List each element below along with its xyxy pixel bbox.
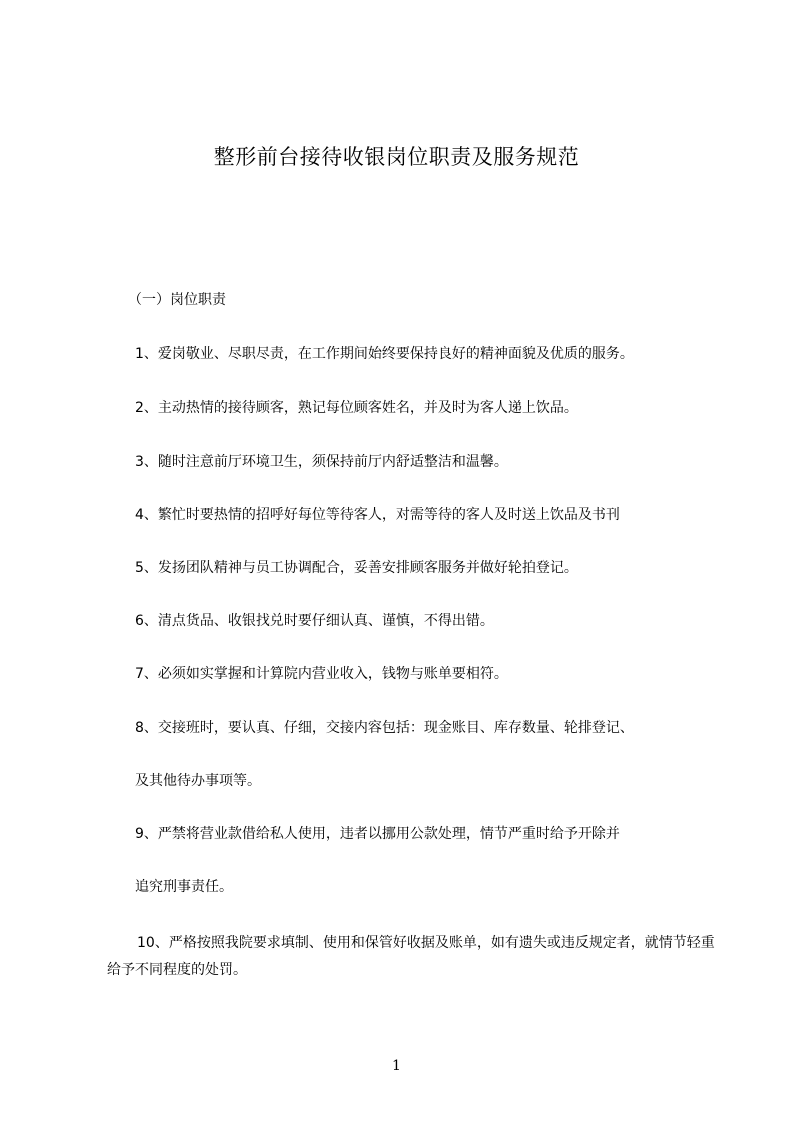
- duty-item-1: 1、爱岗敬业、尽职尽责，在工作期间始终要保持良好的精神面貌及优质的服务。: [135, 346, 634, 362]
- duty-item-9-continued: 追究刑事责任。: [135, 879, 233, 895]
- page-number: 1: [392, 1058, 401, 1074]
- duty-item-4: 4、繁忙时要热情的招呼好每位等待客人，对需等待的客人及时送上饮品及书刊: [135, 507, 620, 523]
- duty-item-5: 5、发扬团队精神与员工协调配合，妥善安排顾客服务并做好轮拍登记。: [135, 560, 578, 576]
- duty-item-8: 8、交接班时，要认真、仔细，交接内容包括：现金账目、库存数量、轮排登记、: [135, 720, 634, 736]
- duty-item-7: 7、必须如实掌握和计算院内营业收入，钱物与账单要相符。: [135, 666, 508, 682]
- duty-item-3: 3、随时注意前厅环境卫生，须保持前厅内舒适整洁和温馨。: [135, 454, 508, 470]
- duty-item-10: 10、严格按照我院要求填制、使用和保管好收据及账单，如有遗失或违反规定者，就情节轻重给予不同程度的处罚。: [107, 935, 715, 978]
- duty-item-8-continued: 及其他待办事项等。: [135, 773, 261, 789]
- document-title: 整形前台接待收银岗位职责及服务规范: [213, 145, 580, 169]
- duty-item-6: 6、清点货品、收银找兑时要仔细认真、谨慎，不得出错。: [135, 613, 494, 629]
- duty-item-9: 9、严禁将营业款借给私人使用，违者以挪用公款处理，情节严重时给予开除并: [135, 826, 620, 842]
- section-heading: （一）岗位职责: [128, 292, 226, 308]
- duty-item-2: 2、主动热情的接待顾客，熟记每位顾客姓名，并及时为客人递上饮品。: [135, 400, 578, 416]
